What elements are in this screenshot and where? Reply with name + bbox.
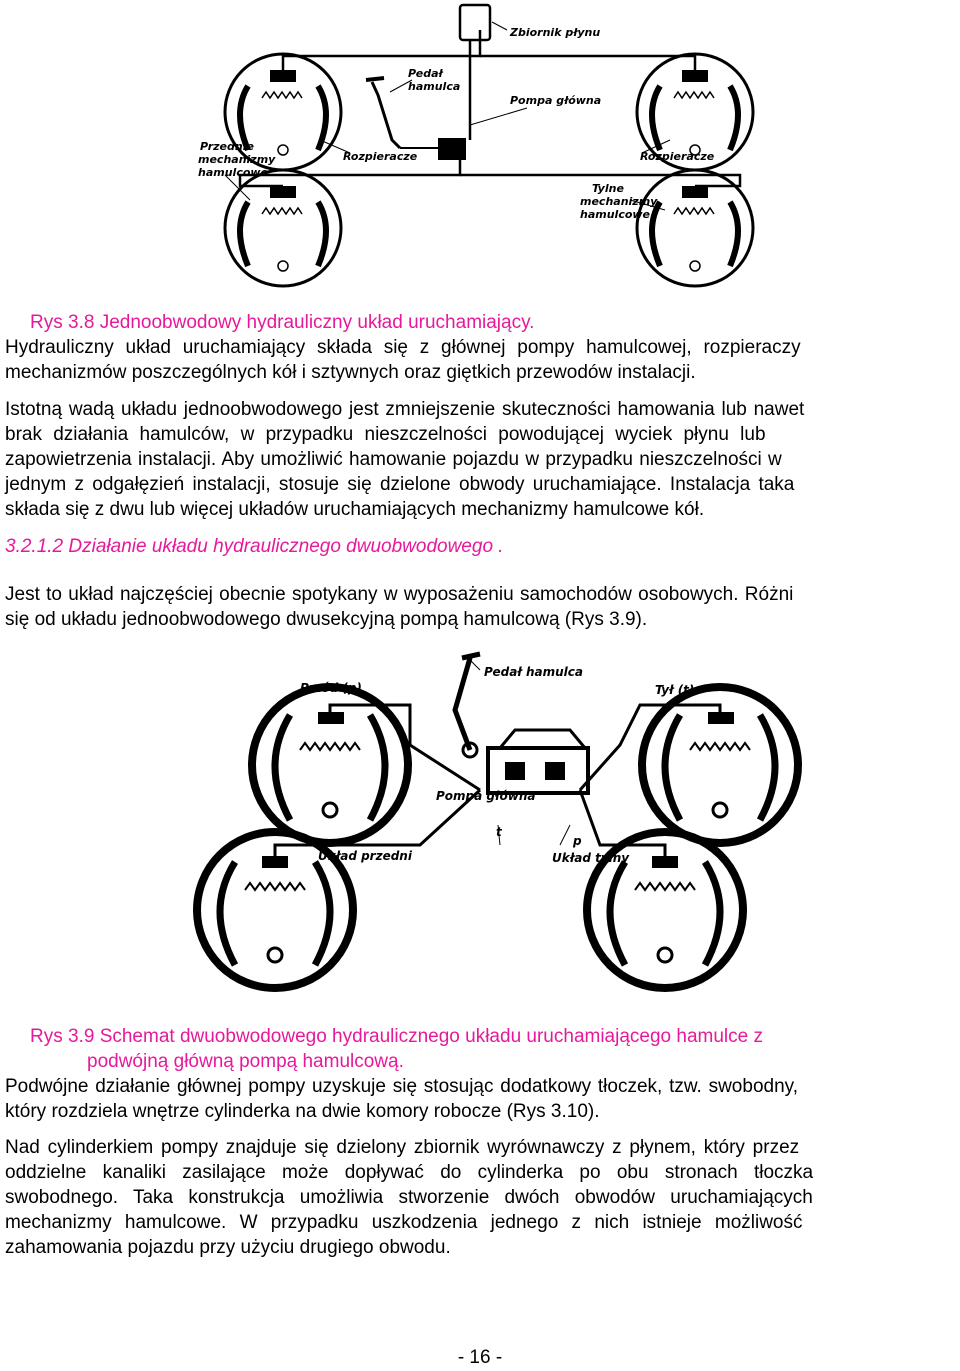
label-fluid-reservoir: Zbiornik płynu: [510, 26, 601, 39]
label-brake-pedal-1: Pedał: [408, 67, 443, 80]
label-master-pump: Pompa główna: [436, 789, 536, 803]
section-title: Działanie układu hydraulicznego dwuobwodowego .: [68, 536, 504, 557]
paragraph-line: który rozdziela wnętrze cylinderka na dwie komory robocze (Rys 3.10).: [5, 1101, 600, 1122]
label-t-mark: t: [496, 825, 502, 839]
label-rear-mech-3: hamulcowe: [580, 208, 651, 221]
paragraph-line: mechanizmy hamulcowe. W przypadku uszkodzenia jednego z nich istnieje możliwość: [5, 1212, 803, 1233]
label-brake-pedal-2: hamulca: [408, 80, 461, 93]
fluid-reservoir: [460, 5, 490, 40]
label-rear-mech-1: Tylne: [592, 182, 624, 195]
figure-single-circuit-diagram: [0, 0, 960, 300]
caption-rys-3-9: [5, 1024, 955, 1074]
label-front-mech-1: Przednie: [200, 140, 254, 153]
label-rear: Tył (t): [655, 683, 695, 697]
caption-line: Rys 3.9 Schemat dwuobwodowego hydraulicznego układu uruchamiającego hamulce z: [30, 1026, 763, 1047]
label-p-mark: p: [573, 834, 582, 848]
spreader-fr: [682, 70, 708, 82]
label-rear-mech-2: mechanizmy: [580, 195, 658, 208]
page-number: - 16 -: [457, 1347, 503, 1368]
label-spreaders-left: Rozpieracze: [343, 150, 418, 163]
label-master-pump: Pompa główna: [510, 94, 602, 107]
paragraph-line: się od układu jednoobwodowego dwusekcyjną pompą hamulcową (Rys 3.9).: [5, 609, 648, 630]
paragraph-line: Nad cylinderkiem pompy znajduje się dzielony zbiornik wyrównawczy z płynem, który przez: [5, 1137, 800, 1158]
label-front-mech-2: mechanizmy: [198, 153, 276, 166]
paragraph-line: swobodnego. Taka konstrukcja umożliwia stworzenie dwóch obwodów uruchamiających: [5, 1187, 813, 1208]
paragraph-line: Istotną wadą układu jednoobwodowego jest zmniejszenie skuteczności hamowania lub nawet: [5, 399, 805, 420]
label-spreaders-right: Rozpieracze: [640, 150, 715, 163]
label-brake-pedal: Pedał hamulca: [484, 665, 583, 679]
caption-rys-3-8-block: [5, 310, 955, 385]
section-heading: [5, 534, 955, 559]
paragraph-line: Hydrauliczny układ uruchamiający składa się z głównej pompy hamulcowej, rozpieraczy: [5, 337, 801, 358]
paragraph-double-action: [5, 1074, 955, 1124]
paragraph-line: Podwójne działanie głównej pompy uzyskuje się stosując dodatkowy tłoczek, tzw. swobodny,: [5, 1076, 799, 1097]
paragraph-line: jednym z odgałęzień instalacji, stosuje się dzielone obwody uruchamiające. Instalacja taka: [5, 474, 795, 495]
paragraph-line: zahamowania pojazdu przy użyciu drugiego obwodu.: [5, 1237, 451, 1258]
label-front-circuit: Układ przedni: [318, 849, 412, 863]
paragraph-line: oddzielne kanaliki zasilające może dopływać do cylinderka po obu stronach tłoczka: [5, 1162, 814, 1183]
figure-caption: Rys 3.8 Jednoobwodowy hydrauliczny układ uruchamiający.: [30, 312, 535, 333]
dual-master-pump: [488, 748, 588, 793]
brake-pedal-lever: [455, 658, 470, 750]
brake-line-front: [283, 30, 480, 70]
label-rear-circuit: Układ tylny: [552, 851, 630, 865]
paragraph-line: brak działania hamulców, w przypadku nieszczelności powodującej wyciek płynu lub: [5, 424, 766, 445]
paragraph-split-reservoir: [5, 1135, 955, 1260]
brake-pedal-lever: [372, 82, 400, 148]
label-front: Przód (p): [300, 681, 362, 695]
spreader-rr: [682, 186, 708, 198]
figure-dual-circuit-diagram: [0, 650, 960, 1010]
paragraph-single-circuit-drawback: [5, 397, 955, 522]
paragraph-line: Jest to układ najczęściej obecnie spotykany w wyposażeniu samochodów osobowych. Różni: [5, 584, 794, 605]
paragraph-dual-circuit-intro: [5, 582, 955, 632]
caption-line: podwójną główną pompą hamulcową.: [87, 1051, 404, 1072]
label-front-mech-3: hamulcowe: [198, 166, 269, 179]
paragraph-line: mechanizmów poszczególnych kół i sztywnych oraz giętkich przewodów instalacji.: [5, 362, 696, 383]
spreader-fl: [270, 70, 296, 82]
spreader-rl: [270, 186, 296, 198]
master-pump-body: [438, 138, 466, 160]
section-number: 3.2.1.2: [5, 536, 64, 557]
paragraph-line: zapowietrzenia instalacji. Aby umożliwić hamowanie pojazdu w przypadku nieszczelności w: [5, 449, 782, 470]
paragraph-line: składa się z dwu lub więcej układów uruchamiających mechanizmy hamulcowe kół.: [5, 499, 705, 520]
